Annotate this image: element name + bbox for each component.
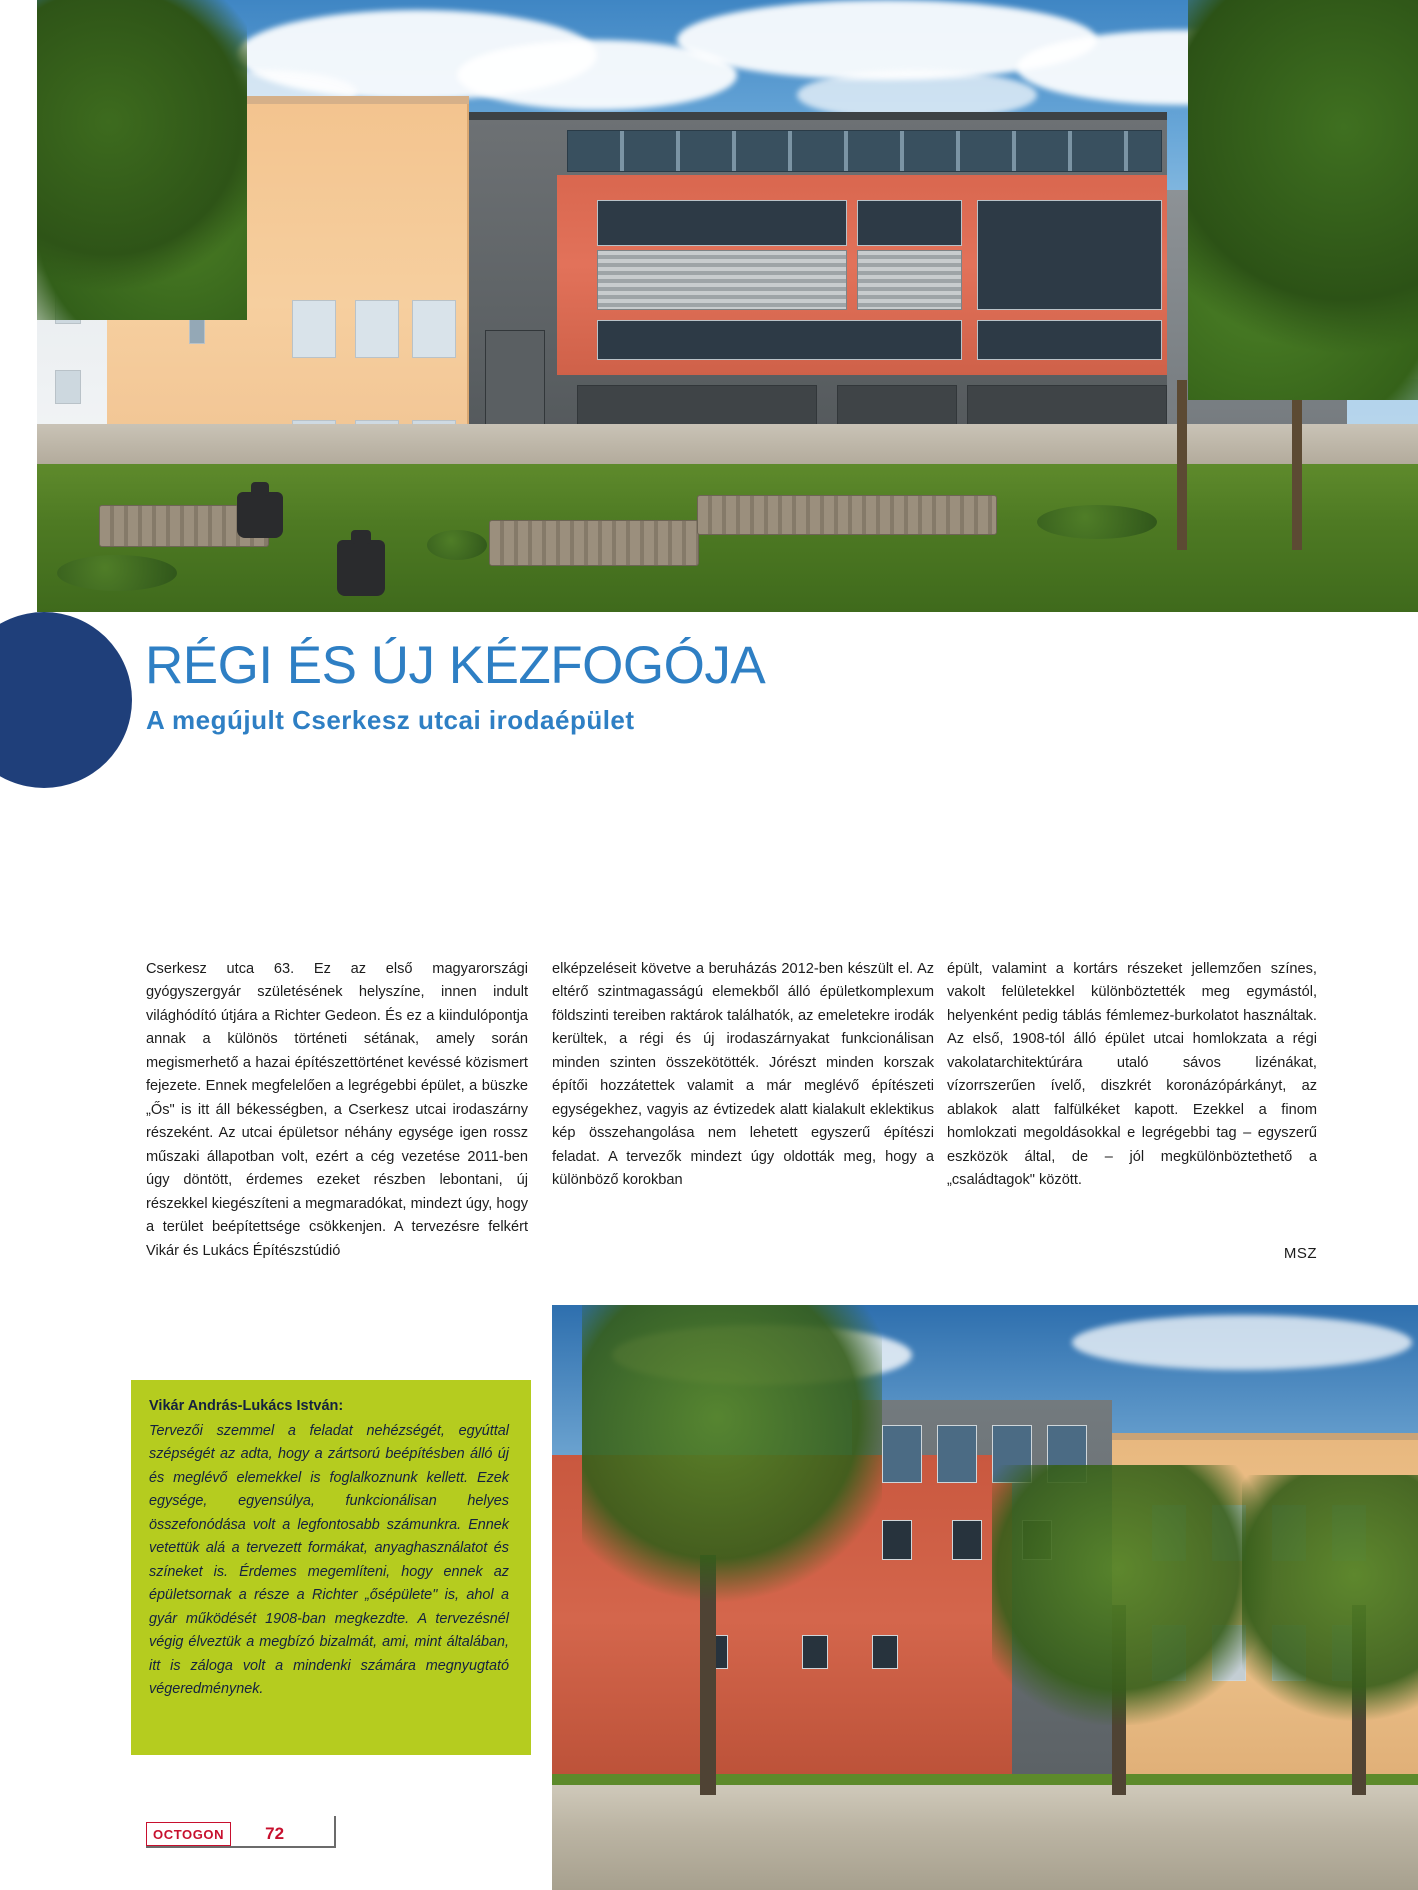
stone-gabion-wall [489,520,699,566]
article-paragraph: elképzeléseit követve a beruházás 2012-ben készült el. Az eltérő szintmagasságú elemekből álló épületkomplexum földszinti tereiben raktárok találhatók, az emeletekre irodák kerültek, a régi és új irodaszárnyakat funkcionálisan minden szinten összekötötték. Jórészt minden korszak építői hozzátettek valamit a már meglévő építészeti egységekhez, vagyis az évtizedek alatt kialakult eklektikus kép összehangolása nem lehetett egyszerű építészi feladat. A tervezők mindezt úgy oldották meg, hogy a különböző korokban [552,961,934,1189]
window [292,300,336,358]
tree-foliage [37,0,247,320]
tree-foliage [992,1465,1272,1725]
pavement [37,424,1418,464]
stone-gabion-wall [697,495,997,535]
shrub [57,555,177,591]
quote-author: Vikár András-Lukács István: [149,1398,344,1414]
window [355,300,399,358]
pavement [552,1785,1418,1890]
window [937,1425,977,1483]
window [977,200,1162,310]
window [977,320,1162,360]
tree-foliage [1188,0,1418,400]
window [882,1520,912,1560]
footer [146,1822,284,1846]
street-bollard [237,492,283,538]
tree-foliage [1242,1475,1418,1725]
footer-divider-vertical [334,1816,336,1848]
article-paragraph: Cserkesz utca 63. Ez az első magyarországi gyógyszergyár születésének helyszíne, innen indult világhódító útjára a Richter Gedeon. És ez a kiindulópontja annak a különös történeti sétának, amely során megismerhető a hazai építészettörténet kevéssé közismert fejezete. Ennek megfelelően a legrégebbi épület, a büszke „Ős" is itt áll békességben, a Cserkesz utcai irodaszárny részeként. Az utcai épületsor néhány egysége igen rossz műszaki állapotban volt, ezért a cég vezetése 2011-ben úgy döntött, érdemes ezeket részben lebontani, új részekkel kiegészíteni a megmaradókat, mindezt úgy, hogy a terület beépítettsége csökkenjen. A tervezésre felkért Vikár és Lukács Építészstúdió [146,961,528,1259]
ribbon-window-band [567,130,1162,172]
article-paragraph: épült, valamint a kortárs részeket jellemzően színes, vakolt felületekkel különböztették meg egymástól, helyenként pedig táblás fémlemez-burkolatot használtak. Az első, 1908-tól álló épület utcai homlokzata a régi vakolatarchitektúrára utaló sávos lizénákat, vízorrszerűen ívelő, diszkrét koronázópárkányt, az ablakok alatt falfülkéket kapott. Ezekkel a finom homlokzati megoldásokkal e legrégebbi tag – egyszerű eszközök által, de – jól megkülönböztethető a „családtagok" között. [947,961,1317,1189]
shrub [1037,505,1157,539]
page-title: RÉGI ÉS ÚJ KÉZFOGÓJA [145,636,766,695]
magazine-logo: OCTOGON [146,1822,231,1846]
window [597,200,847,246]
page-number: 72 [265,1824,285,1843]
article-column-1 [146,958,528,1263]
hero-photo-top [37,0,1418,612]
footer-divider [146,1846,336,1848]
window [802,1635,828,1669]
quote-callout-box [131,1380,531,1755]
window [189,318,205,344]
window [412,300,456,358]
article-column-3 [947,958,1317,1193]
hero-photo-bottom [552,1305,1418,1890]
article-column-2 [552,958,934,1193]
shrub [427,530,487,560]
window [597,320,962,360]
tree-trunk [1177,380,1187,550]
louver-shutter [597,250,847,310]
author-signature: MSZ [1283,1245,1317,1262]
window [882,1425,922,1483]
street-bollard [337,540,385,596]
decorative-blue-circle [0,612,132,788]
louver-shutter [857,250,962,310]
window [55,370,81,404]
window [857,200,962,246]
quote-text: Tervezői szemmel a feladat nehézségét, egyúttal szépségét az adta, hogy a zártsorú beépítésben álló új és meglévő elemekkel is foglalkoznunk kellett. Ezek egysége, egyensúlya, funkcionálisan helyes összefonódása volt a legfontosabb számunkra. Ennek vetettük alá a tervezett formákat, anyaghasználatot és színeket is. Érdemes megemlíteni, hogy ennek az épületsornak a része a Richter „ősépülete" is, ahol a gyár működését 1908-ban megkezdte. A tervezésnél végig élveztük a megbízó bizalmát, ami, mint általában, itt is záloga volt a mindenki számára megnyugtató végeredménynek. [149,1423,509,1698]
page-subtitle: A megújult Cserkesz utcai irodaépület [146,705,635,735]
window [952,1520,982,1560]
tree-foliage [582,1305,882,1615]
cloud [1072,1315,1412,1370]
window [872,1635,898,1669]
